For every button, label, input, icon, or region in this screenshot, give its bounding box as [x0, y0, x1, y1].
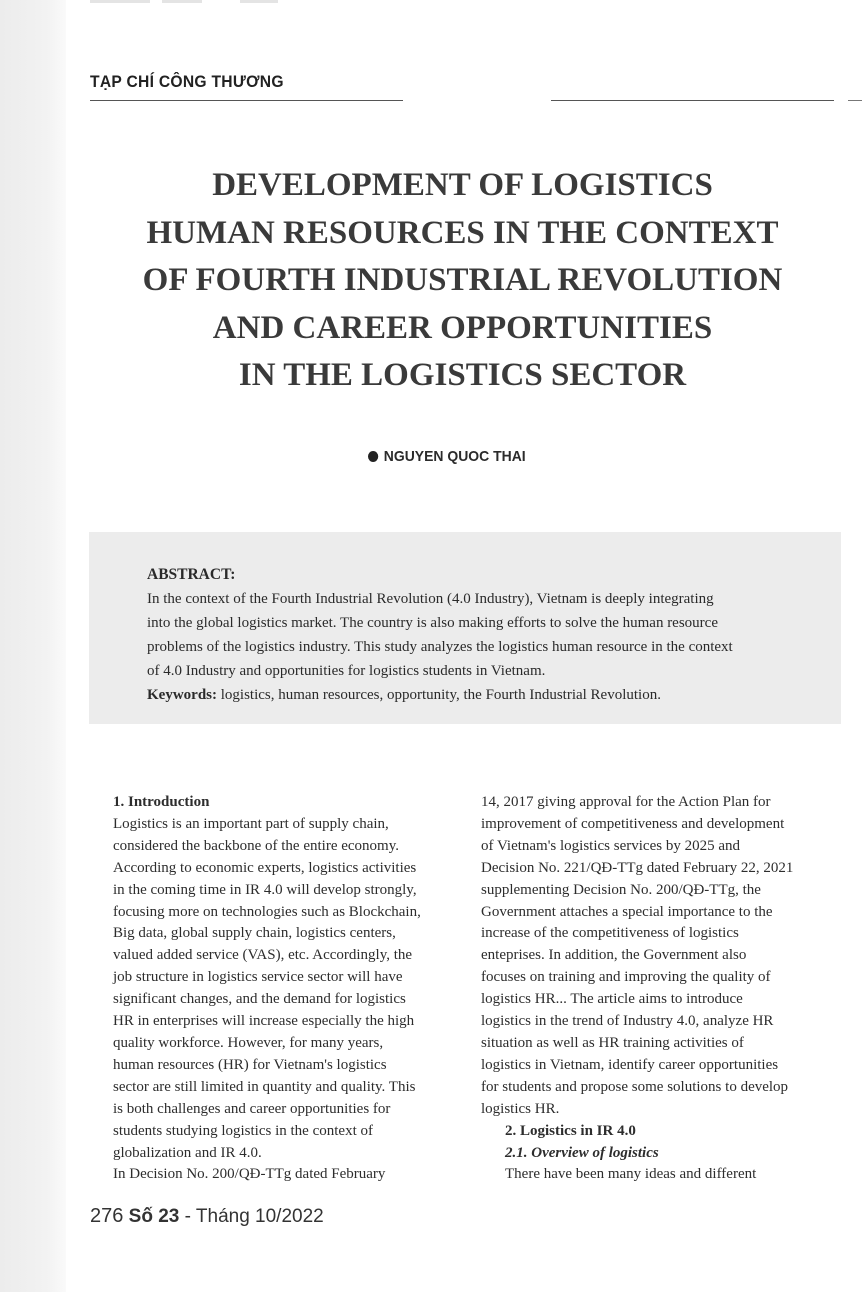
title-line: OF FOURTH INDUSTRIAL REVOLUTION [142, 262, 783, 298]
body-line: human resources (HR) for Vietnam's logistics [113, 1056, 387, 1073]
body-line: Logistics is an important part of supply chain, [113, 815, 389, 832]
body-line: According to economic experts, logistics activities [113, 859, 417, 876]
header-rule-left [90, 100, 403, 101]
title-line: AND CAREER OPPORTUNITIES [212, 309, 713, 346]
body-line: 14, 2017 giving approval for the Action Plan for [481, 794, 771, 810]
page-number: 276 [90, 1205, 124, 1227]
abstract-line: In the context of the Fourth Industrial Revolution (4.0 Industry), Vietnam is deeply integrating [147, 591, 714, 607]
bullet-icon [368, 451, 378, 462]
body-line: sector are still limited in quantity and quality. This [113, 1078, 416, 1095]
body-line: valued added service (VAS), etc. Accordingly, the [113, 947, 413, 964]
body-line: focusing more on technologies such as Blockchain, [113, 903, 421, 920]
issue-date: - Tháng 10/2022 [179, 1206, 324, 1227]
title-line: DEVELOPMENT OF LOGISTICS [212, 167, 713, 203]
keywords-line [147, 683, 807, 707]
body-line: job structure in logistics service sector will have [113, 969, 403, 986]
body-line: globalization and IR 4.0. [113, 1144, 262, 1161]
body-line: is both challenges and career opportunities for [113, 1100, 391, 1117]
keywords-text: logistics, human resources, opportunity, the Fourth Industrial Revolution. [217, 687, 661, 703]
header-rule-dash [848, 100, 862, 101]
body-line: focuses on training and improving the quality of [481, 969, 771, 986]
title-line: HUMAN RESOURCES IN THE CONTEXT [146, 214, 779, 251]
abstract-box [89, 532, 841, 724]
body-line: In Decision No. 200/QĐ-TTg dated February [113, 1166, 386, 1183]
abstract-label: ABSTRACT: [147, 566, 236, 583]
body-line: logistics HR. [481, 1100, 560, 1117]
scan-top-marks [90, 0, 290, 6]
author-byline [368, 448, 526, 465]
body-line: increase of the competitiveness of logistics [481, 925, 739, 942]
body-line: HR in enterprises will increase especially the high [113, 1013, 415, 1030]
subsection-heading: 2.1. Overview of logistics [505, 1144, 659, 1161]
abstract-line: into the global logistics market. The country is also making efforts to solve the human resource [147, 615, 718, 631]
article-title [90, 162, 835, 400]
body-line: quality workforce. However, for many years, [113, 1034, 384, 1051]
body-line: considered the backbone of the entire economy. [113, 837, 399, 854]
journal-name: TẠP CHÍ CÔNG THƯƠNG [90, 72, 284, 91]
body-line: for students and propose some solutions to develop [481, 1078, 789, 1095]
scan-margin-shadow [0, 0, 66, 1292]
abstract-line: of 4.0 Industry and opportunities for logistics students in Vietnam. [147, 663, 546, 679]
body-line: logistics HR... The article aims to introduce [481, 991, 743, 1008]
body-line: improvement of competitiveness and development [481, 815, 785, 832]
body-line: students studying logistics in the context of [113, 1122, 373, 1139]
body-column-left [113, 792, 450, 1186]
header-rule-right [551, 100, 834, 101]
title-line: IN THE LOGISTICS SECTOR [238, 357, 687, 393]
author-name: NGUYEN QUOC THAI [383, 448, 526, 465]
page-footer [90, 1205, 324, 1228]
issue-label: Số 23 [128, 1206, 180, 1227]
body-line: situation as well as HR training activities of [481, 1034, 744, 1051]
keywords-label: Keywords: [147, 687, 217, 703]
body-line: Government attaches a special importance to the [481, 903, 773, 920]
section-heading: 2. Logistics in IR 4.0 [505, 1122, 636, 1139]
body-line: Big data, global supply chain, logistics centers, [113, 925, 396, 942]
abstract-content [147, 563, 807, 707]
body-line: logistics in Vietnam, identify career opportunities [481, 1056, 779, 1073]
body-line: in the coming time in IR 4.0 will develop strongly, [113, 881, 417, 898]
body-line: significant changes, and the demand for logistics [113, 991, 406, 1008]
body-line: Decision No. 221/QĐ-TTg dated February 22, 2021 [481, 859, 794, 876]
body-line: enteprises. In addition, the Government also [481, 947, 747, 964]
body-column-right [481, 792, 818, 1186]
body-line: supplementing Decision No. 200/QĐ-TTg, the [481, 881, 761, 898]
body-line: of Vietnam's logistics services by 2025 and [481, 837, 740, 854]
section-heading: 1. Introduction [113, 794, 210, 810]
abstract-line: problems of the logistics industry. This study analyzes the logistics human resource in the context [147, 639, 733, 655]
body-line: There have been many ideas and different [505, 1166, 757, 1183]
body-line: logistics in the trend of Industry 4.0, analyze HR [481, 1013, 774, 1030]
